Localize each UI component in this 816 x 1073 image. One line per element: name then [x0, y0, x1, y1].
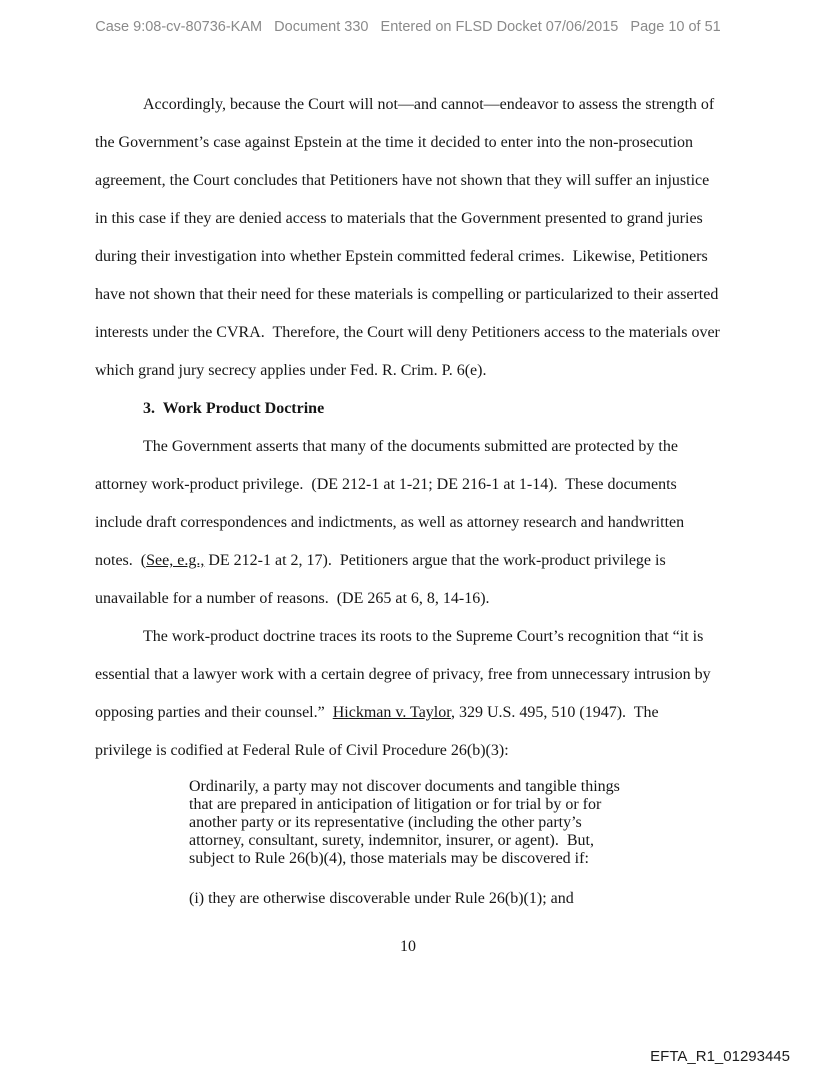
text-line: [189, 796, 740, 814]
text-line: [189, 778, 740, 796]
heading-work-product-doctrine: [95, 390, 740, 428]
text-line: [95, 314, 740, 352]
text-run: Accordingly, because the Court will not—and cannot—endeavor to assess the strength of: [143, 96, 715, 113]
text-run: during their investigation into whether Epstein committed federal crimes. Likewise, Petitioners: [95, 248, 708, 265]
text-run: The work-product doctrine traces its roots to the Supreme Court’s recognition that “it is: [143, 628, 704, 645]
text-run: interests under the CVRA. Therefore, the Court will deny Petitioners access to the materials over: [95, 324, 720, 341]
text-run: attorney work-product privilege. (DE 212-1 at 1-21; DE 216-1 at 1-14). These documents: [95, 476, 677, 493]
text-run: The Government asserts that many of the documents submitted are protected by the: [143, 438, 678, 455]
text-run: attorney, consultant, surety, indemnitor, insurer, or agent). But,: [189, 832, 594, 849]
text-line: [95, 542, 740, 580]
text-run: that are prepared in anticipation of litigation or for trial by or for: [189, 796, 602, 813]
text-line: [95, 732, 740, 770]
text-line: [189, 890, 740, 908]
text-line: [95, 580, 740, 618]
citation-underlined: See, e.g.,: [146, 552, 205, 569]
text-run: subject to Rule 26(b)(4), those materials may be discovered if:: [189, 850, 589, 867]
bates-number: EFTA_R1_01293445: [650, 1048, 790, 1065]
text-run: in this case if they are denied access to materials that the Government presented to grand juries: [95, 210, 703, 227]
text-line: [189, 814, 740, 832]
text-line: [95, 618, 740, 656]
text-run: agreement, the Court concludes that Petitioners have not shown that they will suffer an injustice: [95, 172, 710, 189]
text-run: opposing parties and their counsel.”: [95, 704, 333, 721]
text-line: [95, 390, 740, 428]
text-line: [95, 466, 740, 504]
text-line: [95, 276, 740, 314]
text-run: have not shown that their need for these materials is compelling or particularized to their asserted: [95, 286, 719, 303]
text-run: include draft correspondences and indictments, as well as attorney research and handwritten: [95, 514, 685, 531]
text-line: [189, 832, 740, 850]
text-line: [95, 124, 740, 162]
text-line: [95, 238, 740, 276]
text-run: notes. (: [95, 552, 147, 569]
paragraph-work-product-roots: [95, 618, 740, 770]
text-line: [189, 850, 740, 868]
text-run: the Government’s case against Epstein at the time it decided to enter into the non-prosecution: [95, 134, 694, 151]
text-run: (i) they are otherwise discoverable under Rule 26(b)(1); and: [189, 890, 574, 907]
docket-stamp-header: Case 9:08-cv-80736-KAM Document 330 Entered on FLSD Docket 07/06/2015 Page 10 of 51: [95, 19, 721, 35]
document-body: [95, 86, 740, 908]
text-line: [95, 162, 740, 200]
text-run: 3. Work Product Doctrine: [143, 400, 325, 417]
text-run: , 329 U.S. 495, 510 (1947). The: [450, 704, 659, 721]
text-run: privilege is codified at Federal Rule of Civil Procedure 26(b)(3):: [95, 742, 509, 759]
text-line: [95, 504, 740, 542]
text-line: [95, 694, 740, 732]
text-run: Ordinarily, a party may not discover documents and tangible things: [189, 778, 620, 795]
paragraph-government-asserts: [95, 428, 740, 618]
citation-underlined: Hickman v. Taylor: [332, 704, 451, 721]
text-run: essential that a lawyer work with a certain degree of privacy, free from unnecessary intrusion by: [95, 666, 711, 683]
text-run: which grand jury secrecy applies under Fed. R. Crim. P. 6(e).: [95, 362, 487, 379]
text-line: [95, 86, 740, 124]
text-line: [95, 428, 740, 466]
text-run: another party or its representative (including the other party’s: [189, 814, 582, 831]
text-line: [95, 656, 740, 694]
page-number: 10: [400, 938, 416, 955]
text-run: DE 212-1 at 2, 17). Petitioners argue that the work-product privilege is: [204, 552, 666, 569]
paragraph-grand-jury-conclusion: [95, 86, 740, 390]
text-line: [95, 200, 740, 238]
blockquote-rule-26b3-item-i: [95, 890, 740, 908]
text-run: unavailable for a number of reasons. (DE 265 at 6, 8, 14-16).: [95, 590, 490, 607]
blockquote-rule-26b3: [95, 778, 740, 868]
text-line: [95, 352, 740, 390]
